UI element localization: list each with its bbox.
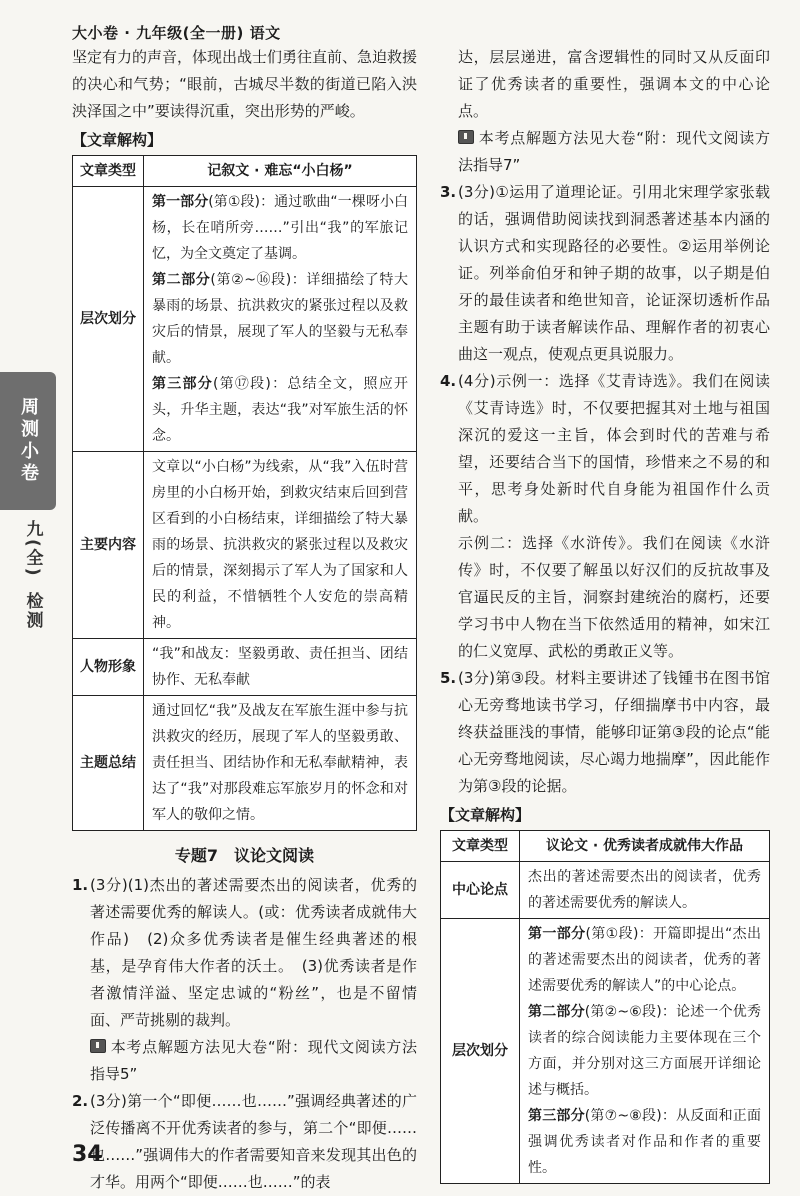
part-head: 第二部分 bbox=[152, 272, 211, 288]
sidebar-tab-grade bbox=[18, 520, 48, 630]
part-head: 第一部分 bbox=[152, 194, 209, 210]
part-text: (第①段)：通过歌曲“一棵呀小白杨，长在哨所旁……”引出“我”的军旅记忆，为全文奠定了基调。 bbox=[152, 194, 409, 262]
topic-title: 专题7 议论文阅读 bbox=[174, 846, 315, 865]
row-key: 人物形象 bbox=[73, 639, 144, 696]
question-4-example-2: 示例二：选择《水浒传》。我们在阅读《水浒传》时，不仅要了解虽以好汉们的反抗故事及官逼民反的主旨，洞察封建统治的腐朽，还要学习书中人物在当下依然适用的精神，如宋江的仁义宽厚、武松的勇敢正义等。 bbox=[458, 534, 770, 660]
table-row bbox=[73, 187, 417, 452]
sidebar-tab-weekly[interactable]: 周测小卷 bbox=[0, 372, 56, 510]
table-row bbox=[441, 862, 770, 919]
row-key: 层次划分 bbox=[73, 187, 144, 452]
row-key: 层次划分 bbox=[441, 919, 520, 1184]
book-icon bbox=[90, 1039, 106, 1053]
question-answer: (3分)(1)杰出的著述需要杰出的阅读者，优秀的著述需要优秀的解读人。(或：优秀读者成就伟大作品) (2)众多优秀读者是催生经典著述的根基，是孕育伟大作者的沃土。 (3)优秀读者是作者激情洋溢、坚定忠诚的“粉丝”，也是不留情面、严苛挑剔的裁判。 bbox=[90, 876, 417, 1029]
row-value: 文章以“小白杨”为线索，从“我”入伍时营房里的小白杨开始，到救灾结束后回到营区看到的小白杨结束，详细描绘了特大暴雨的场景、抗洪救灾的紧张过程以及救灾后的情景，深刻揭示了军人为了国家和人民的利益，不惜牺牲个人安危的崇高精神。 bbox=[144, 452, 417, 639]
section-label: 【文章解构】 bbox=[72, 131, 163, 149]
table-row bbox=[73, 639, 417, 696]
question-1 bbox=[72, 872, 417, 1034]
row-value: 杰出的著述需要杰出的阅读者，优秀的著述需要优秀的解读人。 bbox=[520, 862, 770, 919]
row-value bbox=[144, 187, 417, 452]
table-header-key: 文章类型 bbox=[73, 156, 144, 187]
question-number: 2. bbox=[72, 1092, 89, 1110]
part-text: (第⑦~⑧段)：从反面和正面强调优秀读者对作品和作者的重要性。 bbox=[528, 1108, 761, 1176]
part-head: 第三部分 bbox=[152, 376, 213, 392]
note-text: 本考点解题方法见大卷“附：现代文阅读方法指导5” bbox=[90, 1038, 417, 1083]
table-header-value: 记叙文 · 难忘“小白杨” bbox=[144, 156, 417, 187]
method-note bbox=[72, 1034, 417, 1088]
row-key: 主题总结 bbox=[73, 696, 144, 831]
note-text: 本考点解题方法见大卷“附：现代文阅读方法指导7” bbox=[458, 129, 770, 174]
part-text: (第②~⑯段)：详细描绘了特大暴雨的场景、抗洪救灾的紧张过程以及救灾后的情景，展现了军人的坚毅与无私奉献。 bbox=[152, 272, 408, 366]
table-header-value: 议论文 · 优秀读者成就伟大作品 bbox=[520, 831, 770, 862]
row-value: “我”和战友：坚毅勇敢、责任担当、团结协作、无私奉献 bbox=[144, 639, 417, 696]
question-3 bbox=[440, 179, 770, 368]
left-intro: 坚定有力的声音，体现出战士们勇往直前、急迫救援的决心和气势；“眼前，古城尽半数的街道已陷入泱泱泽国之中”要读得沉重，突出形势的严峻。 bbox=[72, 48, 418, 120]
question-number: 1. bbox=[72, 876, 89, 894]
right-column bbox=[440, 44, 770, 1184]
table-row bbox=[441, 919, 770, 1184]
part-text: (第②~⑥段)：论述一个优秀读者的综合阅读能力主要体现在三个方面，并分别对这三方面展开详细论述与概括。 bbox=[528, 1004, 761, 1098]
book-icon bbox=[458, 130, 474, 144]
method-note bbox=[440, 125, 770, 179]
question-number: 5. bbox=[440, 669, 457, 687]
sidebar-grade-label: 九(全) bbox=[22, 520, 43, 578]
question-answer: (3分)第③段。材料主要讲述了钱锺书在图书馆心无旁骛地读书学习，仔细揣摩书中内容，最终获益匪浅的事情，能够印证第③段的论点“能心无旁骛地阅读，尽心竭力地揣摩”，因此能作为第③段的论据。 bbox=[458, 669, 770, 795]
section-label: 【文章解构】 bbox=[440, 806, 531, 824]
question-5 bbox=[440, 665, 770, 800]
question-answer: (3分)第一个“即便……也……”强调经典著述的广泛传播离不开优秀读者的参与，第二个“即便……也……”强调伟大的作者需要知音来发现其出色的才华。用两个“即便……也……”的表 bbox=[90, 1092, 417, 1191]
question-answer: (4分)示例一：选择《艾青诗选》。我们在阅读《艾青诗选》时，不仅要把握其对土地与祖国深沉的爱这一主旨，体会到时代的苦难与希望，还要结合当下的国情，珍惜来之不易的和平，思考身处新时代自身能为祖国作什么贡献。 bbox=[458, 372, 770, 525]
part-head: 第一部分 bbox=[528, 926, 586, 942]
table-row bbox=[73, 696, 417, 831]
question-number: 3. bbox=[440, 183, 457, 201]
row-key: 中心论点 bbox=[441, 862, 520, 919]
table-header-key: 文章类型 bbox=[441, 831, 520, 862]
question-2 bbox=[72, 1088, 417, 1196]
page-header: 大小卷 · 九年级(全一册) 语文 bbox=[72, 24, 281, 42]
row-value: 通过回忆“我”及战友在军旅生涯中参与抗洪救灾的经历，展现了军人的坚毅勇敢、责任担当、团结协作和无私奉献精神，表达了“我”对那段难忘军旅岁月的怀念和对军人的敬仰之情。 bbox=[144, 696, 417, 831]
row-key: 主要内容 bbox=[73, 452, 144, 639]
question-number: 4. bbox=[440, 372, 457, 390]
structure-table-2 bbox=[440, 830, 770, 1184]
part-text: (第⑰段)：总结全文，照应开头，升华主题，表达“我”对军旅生活的怀念。 bbox=[152, 376, 408, 444]
sidebar-test-label: 检测 bbox=[22, 591, 43, 630]
part-text: (第①段)：开篇即提出“杰出的著述需要杰出的阅读者，优秀的著述需要优秀的解读人”的中心论点。 bbox=[528, 926, 762, 994]
table-row bbox=[73, 452, 417, 639]
question-4 bbox=[440, 368, 770, 530]
question-answer: (3分)①运用了道理论证。引用北宋理学家张载的话，强调借助阅读找到洞悉著述基本内涵的认识方式和实现路径的必要性。②运用举例论证。列举俞伯牙和钟子期的故事，以子期是伯牙的最佳读者和绝世知音，论证深切透析作品主题有助于读者解读作品、理解作者的初衷心曲这一观点，使观点更具说服力。 bbox=[458, 183, 770, 363]
left-column bbox=[72, 44, 417, 1196]
part-head: 第三部分 bbox=[528, 1108, 585, 1124]
page-number: 34 bbox=[72, 1142, 103, 1167]
structure-table-1 bbox=[72, 155, 417, 831]
row-value bbox=[520, 919, 770, 1184]
right-continuation: 达，层层递进，富含逻辑性的同时又从反面印证了优秀读者的重要性，强调本文的中心论点。 bbox=[458, 48, 770, 120]
part-head: 第二部分 bbox=[528, 1004, 585, 1020]
